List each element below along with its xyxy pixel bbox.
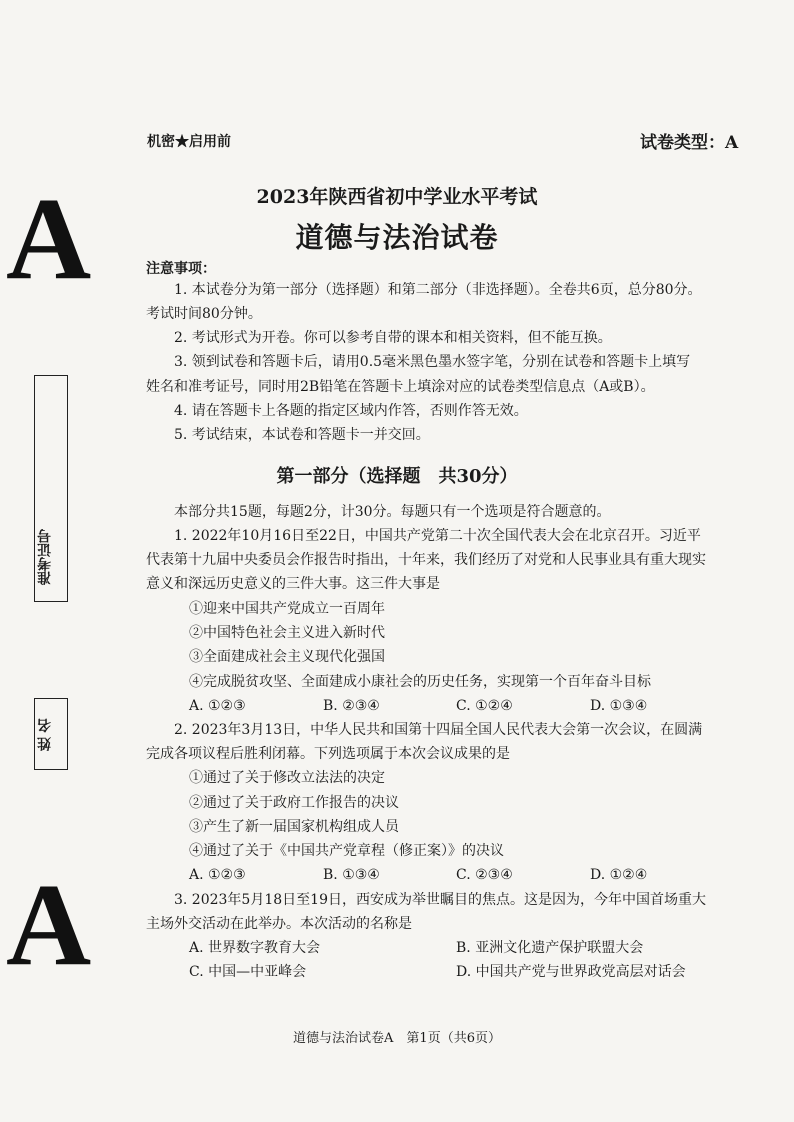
- question-2-option-a[interactable]: A. ①②③: [189, 867, 246, 883]
- subject-title: 道德与法治试卷: [295, 221, 499, 254]
- side-letter-bottom: A: [6, 859, 92, 990]
- question-2-item: ①通过了关于修改立法法的决定: [189, 770, 385, 786]
- question-3-option-b[interactable]: B. 亚洲文化遗产保护联盟大会: [456, 940, 644, 956]
- question-3-option-d[interactable]: D. 中国共产党与世界政党高层对话会: [456, 964, 686, 980]
- question-2-stem: 2. 2023年3月13日，中华人民共和国第十四届全国人民代表大会第一次会议，在圆满: [174, 722, 703, 738]
- question-3-stem: 主场外交活动在此举办。本次活动的名称是: [146, 916, 412, 932]
- note-line: 4. 请在答题卡上各题的指定区域内作答，否则作答无效。: [174, 403, 528, 419]
- exam-title: 2023年陕西省初中学业水平考试: [256, 186, 538, 208]
- question-2-item: ③产生了新一届国家机构组成人员: [189, 819, 399, 835]
- exam-number-box: [34, 375, 68, 602]
- question-2-stem: 完成各项议程后胜利闭幕。下列选项属于本次会议成果的是: [146, 746, 510, 762]
- question-1-option-b[interactable]: B. ②③④: [323, 698, 380, 714]
- bleed-through-text: [560, 128, 564, 143]
- question-3-option-c[interactable]: C. 中国—中亚峰会: [189, 964, 307, 980]
- question-1-item: ④完成脱贫攻坚、全面建成小康社会的历史任务，实现第一个百年奋斗目标: [189, 674, 651, 690]
- page-footer: 道德与法治试卷A 第1页（共6页）: [293, 1031, 501, 1046]
- question-1-stem: 1. 2022年10月16日至22日，中国共产党第二十次全国代表大会在北京召开。习近平: [174, 528, 701, 544]
- section-intro: 本部分共15题，每题2分，计30分。每题只有一个选项是符合题意的。: [174, 504, 611, 520]
- question-1-item: ③全面建成社会主义现代化强国: [189, 649, 385, 665]
- question-1-item: ①迎来中国共产党成立一百周年: [189, 601, 385, 617]
- notes-heading: 注意事项：: [146, 261, 216, 277]
- note-line: 姓名和准考证号，同时用2B铅笔在答题卡上填涂对应的试卷类型信息点（A或B）。: [146, 379, 655, 395]
- question-1-option-d[interactable]: D. ①③④: [590, 698, 648, 714]
- question-1-stem: 意义和深远历史意义的三件大事。这三件大事是: [146, 576, 440, 592]
- question-2-item: ④通过了关于《中国共产党章程（修正案）》的决议: [189, 843, 504, 859]
- question-1-item: ②中国特色社会主义进入新时代: [189, 625, 385, 641]
- question-2-item: ②通过了关于政府工作报告的决议: [189, 795, 399, 811]
- note-line: 1. 本试卷分为第一部分（选择题）和第二部分（非选择题）。全卷共6页，总分80分。: [174, 282, 702, 298]
- name-box: [34, 698, 68, 770]
- note-line: 考试时间80分钟。: [146, 306, 262, 322]
- note-line: 5. 考试结束，本试卷和答题卡一并交回。: [174, 427, 430, 443]
- section-title: 第一部分（选择题 共30分）: [276, 466, 518, 487]
- question-1-stem: 代表第十九届中央委员会作报告时指出，十年来，我们经历了对党和人民事业具有重大现实: [146, 552, 706, 568]
- question-2-option-b[interactable]: B. ①③④: [323, 867, 380, 883]
- name-label: 姓 名: [37, 718, 53, 752]
- side-letter-top: A: [6, 173, 92, 304]
- question-1-option-c[interactable]: C. ①②④: [456, 698, 513, 714]
- question-3-stem: 3. 2023年5月18日至19日，西安成为举世瞩目的焦点。这是因为，今年中国首场重大: [174, 892, 706, 908]
- confidential-mark: 机密★启用前: [147, 134, 231, 150]
- paper-type-label: 试卷类型：A: [640, 133, 739, 153]
- exam-number-label: 准考证号: [37, 529, 53, 585]
- note-line: 2. 考试形式为开卷。你可以参考自带的课本和相关资料，但不能互换。: [174, 330, 612, 346]
- question-2-option-d[interactable]: D. ①②④: [590, 867, 648, 883]
- question-3-option-a[interactable]: A. 世界数字教育大会: [189, 940, 321, 956]
- question-2-option-c[interactable]: C. ②③④: [456, 867, 513, 883]
- question-1-option-a[interactable]: A. ①②③: [189, 698, 246, 714]
- note-line: 3. 领到试卷和答题卡后，请用0.5毫米黑色墨水签字笔，分别在试卷和答题卡上填写: [174, 354, 691, 370]
